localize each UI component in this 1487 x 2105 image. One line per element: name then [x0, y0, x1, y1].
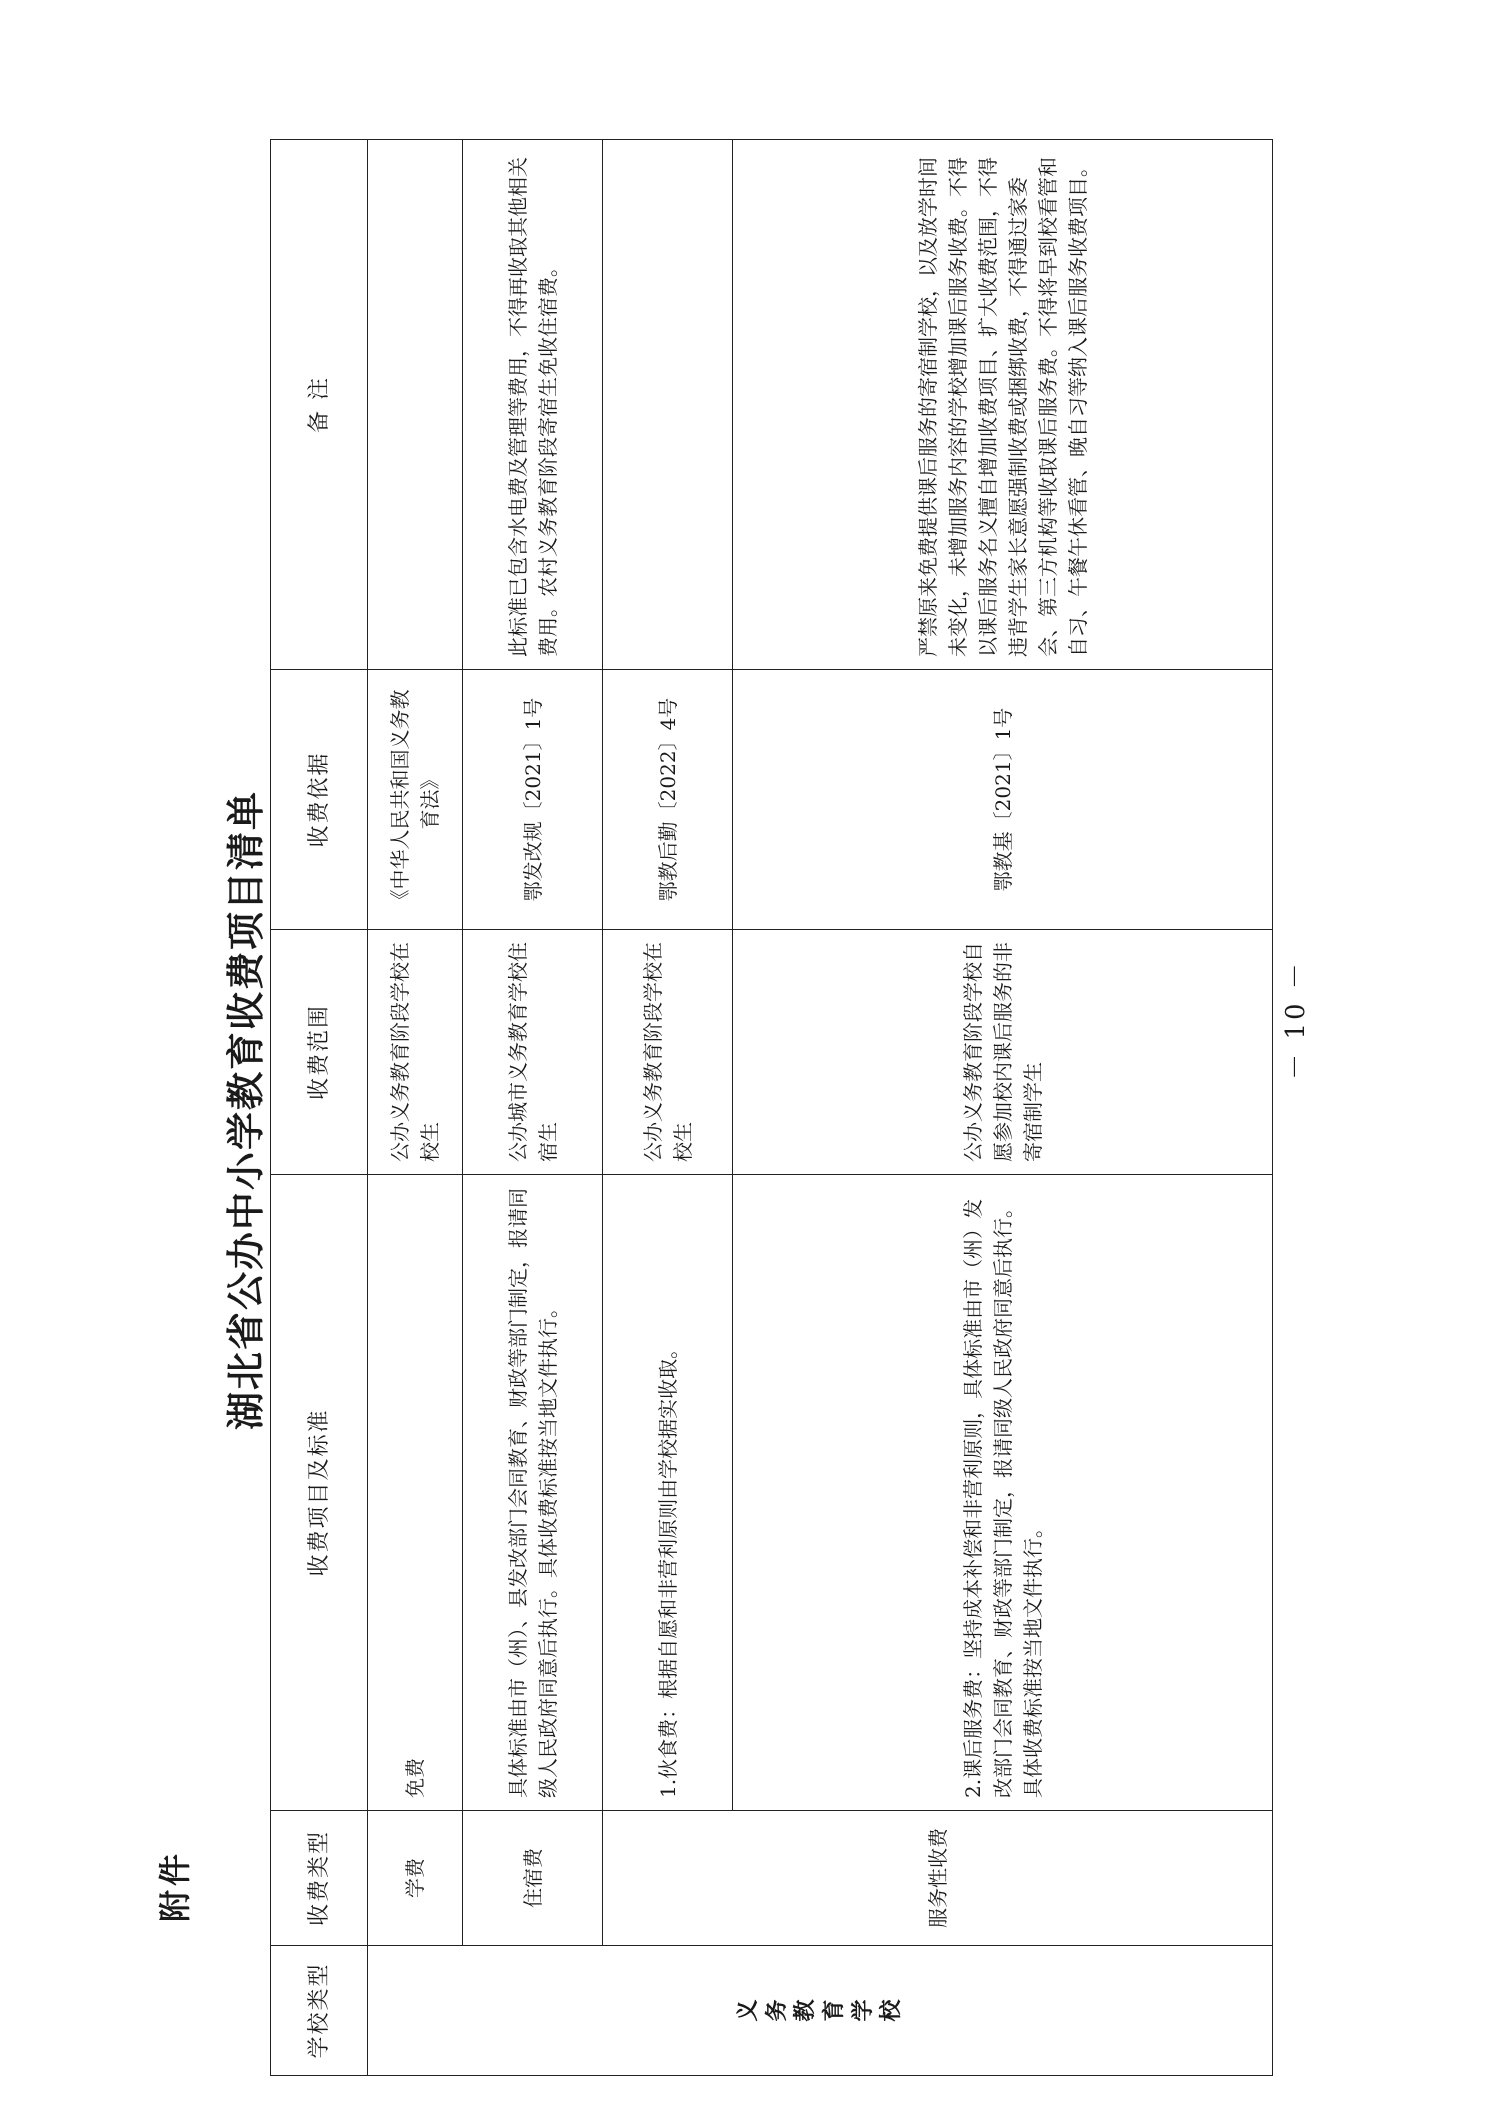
scope-cell: 公办城市义务教育学校住宿生 [463, 930, 603, 1175]
header-fee-type: 收费类型 [271, 1811, 368, 1946]
attachment-label: 附件 [156, 1849, 194, 1922]
table-row [603, 140, 733, 2076]
note-cell [368, 140, 463, 670]
table-row [733, 140, 1273, 2076]
item-cell: 免费 [368, 1175, 463, 1811]
header-scope: 收费范围 [271, 930, 368, 1175]
scope-cell: 公办义务教育阶段学校在校生 [603, 930, 733, 1175]
school-type-cell: 义务教育学校 [368, 1946, 1273, 2076]
page-number: － 10 － [1281, 960, 1311, 1080]
fee-table-container [270, 140, 1255, 2076]
fee-type-cell: 学费 [368, 1811, 463, 1946]
fee-type-cell: 服务性收费 [603, 1811, 1273, 1946]
item-cell: 2.课后服务费：坚持成本补偿和非营利原则，具体标准由市（州）发改部门会同教育、财政等部门制定，报请同级人民政府同意后执行。具体收费标准按当地文件执行。 [733, 1175, 1273, 1811]
basis-cell: 鄂教后勤〔2022〕4号 [603, 670, 733, 930]
table-row [368, 140, 463, 2076]
header-school-type: 学校类型 [271, 1946, 368, 2076]
basis-cell: 《中华人民共和国义务教育法》 [368, 670, 463, 930]
basis-cell: 鄂教基〔2021〕1号 [733, 670, 1273, 930]
header-note: 备 注 [271, 140, 368, 670]
note-cell: 此标准已包含水电费及管理等费用，不得再收取其他相关费用。农村义务教育阶段寄宿生免收住宿费。 [463, 140, 603, 670]
fee-type-cell: 住宿费 [463, 1811, 603, 1946]
scope-cell: 公办义务教育阶段学校在校生 [368, 930, 463, 1175]
table-header-row [271, 140, 368, 2076]
note-cell [603, 140, 733, 670]
header-basis: 收费依据 [271, 670, 368, 930]
fee-table [270, 139, 1273, 2076]
note-cell: 严禁原来免费提供课后服务的寄宿制学校，以及放学时间未变化，未增加服务内容的学校增加课后服务收费。不得以课后服务名义擅自增加收费项目、扩大收费范围，不得违背学生家长意愿强制收费或捆绑收费，不得通过家委会、第三方机构等收取课后服务费。不得将早到校看管和自习、午餐午休看管、晚自习等纳入课后服务收费项目。 [733, 140, 1273, 670]
scope-cell: 公办义务教育阶段学校自愿参加校内课后服务的非寄宿制学生 [733, 930, 1273, 1175]
item-cell: 具体标准由市（州）、县发改部门会同教育、财政等部门制定，报请同级人民政府同意后执行。具体收费标准按当地文件执行。 [463, 1175, 603, 1811]
basis-cell: 鄂发改规〔2021〕1号 [463, 670, 603, 930]
header-item-and-standard: 收费项目及标准 [271, 1175, 368, 1811]
table-row [463, 140, 603, 2076]
item-cell: 1.伙食费：根据自愿和非营利原则由学校据实收取。 [603, 1175, 733, 1811]
page-title: 湖北省公办中小学教育收费项目清单 [224, 790, 268, 1431]
